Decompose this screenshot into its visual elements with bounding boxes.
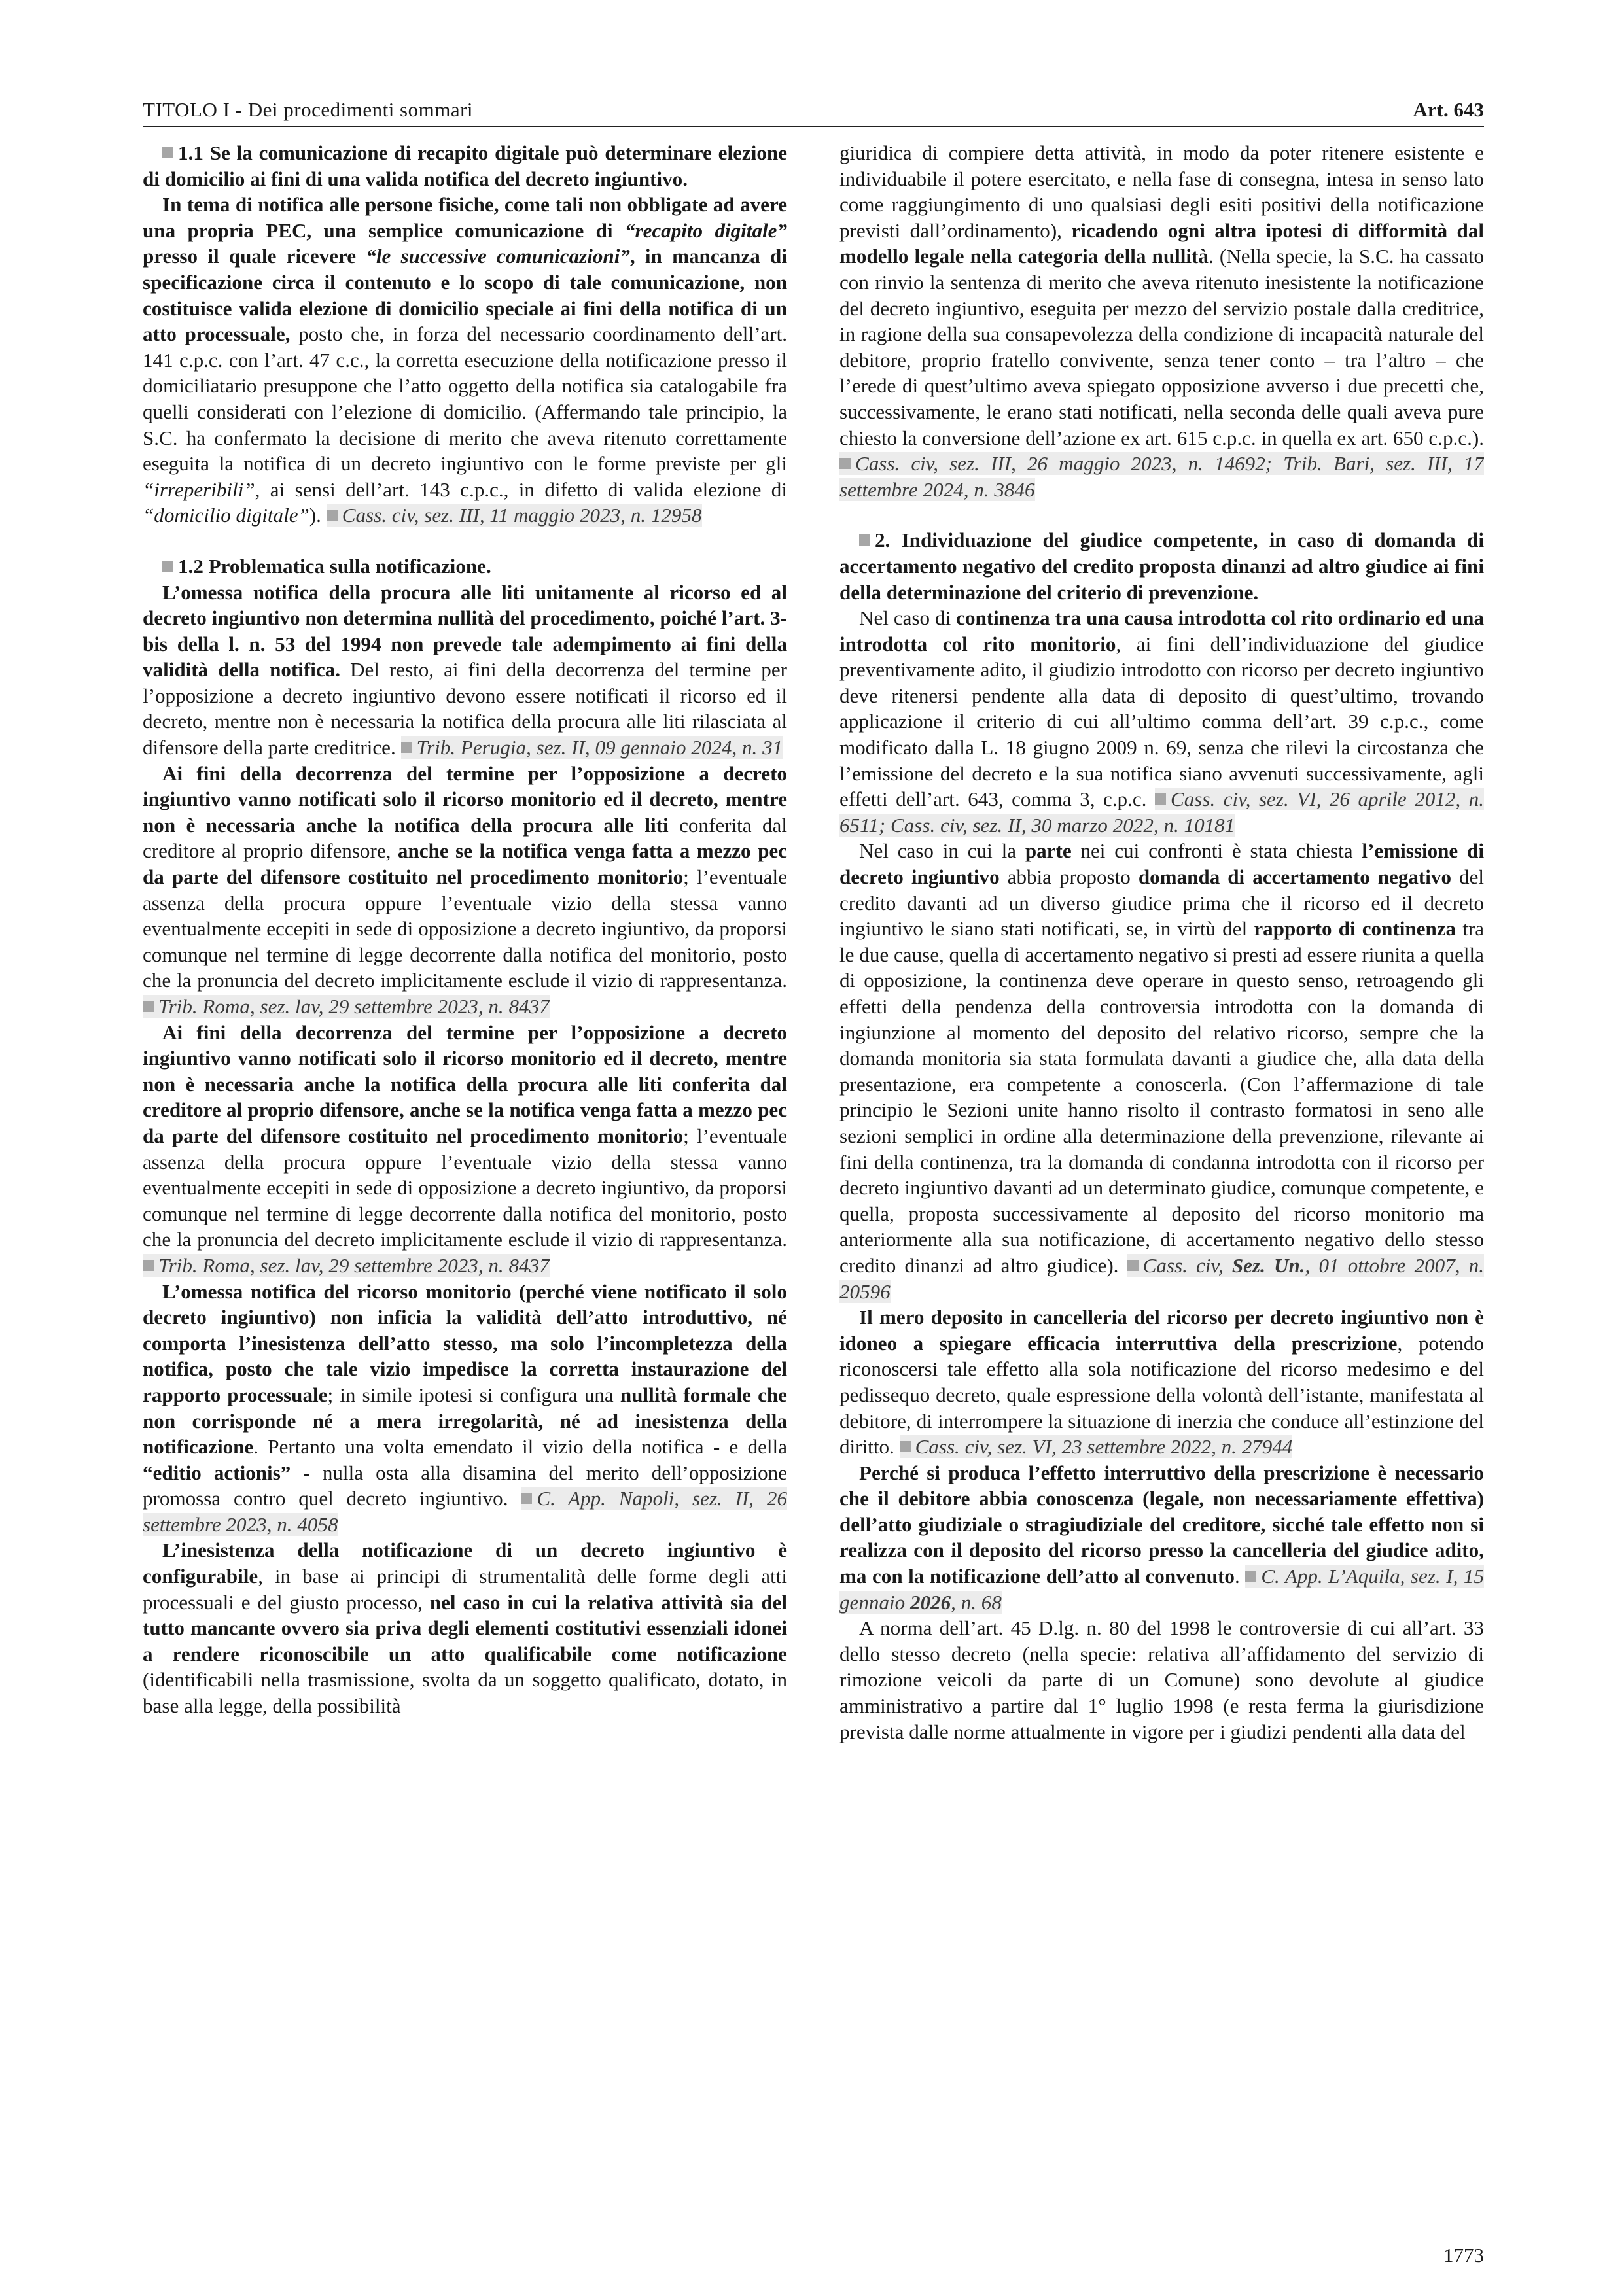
right-column bbox=[839, 140, 1484, 2184]
citation: Cass. civ, sez. VI, 26 aprile 2012, n. 6511; Cass. civ, sez. II, 30 marzo 2022, n. 10181 bbox=[839, 788, 1484, 837]
square-bullet-icon bbox=[401, 742, 412, 753]
square-bullet-icon bbox=[327, 510, 338, 521]
square-bullet-icon bbox=[900, 1441, 911, 1452]
header-title: TITOLO I - Dei procedimenti sommari bbox=[143, 98, 474, 121]
paragraph: Nel caso in cui la parte nei cui confronti è stata chiesta l’emissione di decreto ingiuntivo abbia proposto domanda di accertamento negativo del credito davanti ad un diverso giudice prima che il ricorso ed il decreto ingiuntivo le siano stati notificati, se, in virtù del rapporto di continenza tra le due cause, quella di accertamento negativo si presti ad essere riunita a quella di opposizione, la continenza deve operare in questo senso, retroagendo gli effetti della pendenza della controversia introdotta con la domanda di ingiunzione al momento del deposito del relativo ricorso, sempre che la domanda monitoria sia stata formulata davanti a giudice che, alla data della presentazione, era competente a conoscerla. (Con l’affermazione di tale principio le Sezioni unite hanno risolto il contrasto formatosi in seno alle sezioni semplici in ordine alla determinazione della prevenzione, rilevante ai fini della continenza, tra la domanda di condanna introdotta con il ricorso per decreto ingiuntivo davanti ad un determinato giudice, comunque competente, e quella, proposta successivamente al deposito del ricorso monitorio ma anteriormente alla sua notificazione, di accertamento negativo dello stesso credito dinanzi ad altro giudice). Cass. civ, Sez. Un., 01 ottobre 2007, n. 20596 bbox=[839, 839, 1484, 1303]
citation: Cass. civ, sez. III, 11 maggio 2023, n. 12958 bbox=[327, 504, 702, 527]
section-2-heading: 2. Individuazione del giudice competente, in caso di domanda di accertamento negativo del credito proposta dinanzi ad altro giudice ai fini della determinazione del criterio di prevenzione. bbox=[839, 529, 1484, 604]
paragraph: Ai fini della decorrenza del termine per l’opposizione a decreto ingiuntivo vanno notificati solo il ricorso monitorio ed il decreto, mentre non è necessaria anche la notifica della procura alle liti conferita dal creditore al proprio difensore, anche se la notifica venga fatta a mezzo pec da parte del difensore costituito nel procedimento monitorio; l’eventuale assenza della procura oppure l’eventuale vizio della stessa vanno eventualmente eccepiti in sede di opposizione a decreto ingiuntivo, da proporsi comunque nel termine di legge decorrente dalla notifica del monitorio, posto che la pronuncia del decreto implicitamente esclude il vizio di rappresentanza. Trib. Roma, sez. lav, 29 settembre 2023, n. 8437 bbox=[143, 761, 787, 1018]
citation: Trib. Roma, sez. lav, 29 settembre 2023, n. 8437 bbox=[143, 1254, 550, 1277]
square-bullet-icon bbox=[1245, 1571, 1256, 1582]
square-bullet-icon bbox=[1127, 1260, 1139, 1271]
square-bullet-icon bbox=[143, 1001, 154, 1012]
citation: C. App. L’Aquila, sez. I, 15 gennaio 2026, n. 68 bbox=[839, 1565, 1484, 1614]
square-bullet-icon bbox=[521, 1493, 532, 1504]
left-column bbox=[143, 140, 787, 2184]
header-rule bbox=[143, 126, 1484, 127]
paragraph: giuridica di compiere detta attività, in modo da poter ritenere esistente e individuabile il potere esercitato, e nella fase di consegna, intesa in senso lato come raggiungimento di uno qualsiasi degli esiti positivi della notificazione previsti dall’ordinamento), ricadendo ogni altra ipotesi di difformità dal modello legale nella categoria della nullità. (Nella specie, la S.C. ha cassato con rinvio la sentenza di merito che aveva ritenuto inesistente la notificazione del decreto ingiuntivo, eseguita per mezzo del servizio postale dalla creditrice, in ragione della sua consapevolezza della condizione di incapacità naturale del debitore, proprio fratello convivente, senza tener conto – tra l’altro – che l’erede di quest’ultimo aveva spiegato opposizione avverso i due precetti che, successivamente, le erano stati notificati, nella seconda delle quali aveva pure chiesto la conversione dell’azione ex art. 615 c.p.c. in quella ex art. 650 c.p.c.). Cass. civ, sez. III, 26 maggio 2023, n. 14692; Trib. Bari, sez. III, 17 settembre 2024, n. 3846 bbox=[839, 141, 1484, 501]
square-bullet-icon bbox=[1155, 793, 1166, 805]
section-1-1-heading: 1.1 Se la comunicazione di recapito digitale può determinare elezione di domicilio ai fini di una valida notifica del decreto ingiuntivo. bbox=[143, 141, 787, 190]
paragraph: A norma dell’art. 45 D.lg. n. 80 del 1998 le controversie di cui all’art. 33 dello stesso decreto (nella specie: relativa all’affidamento del servizio di rimozione veicoli da parte di un Comune) sono devolute al giudice amministrativo a partire dal 1° luglio 1998 (e resta ferma la giurisdizione prevista dalle norme attualmente in vigore per i giudizi pendenti alla data del bbox=[839, 1616, 1484, 1743]
square-bullet-icon bbox=[839, 458, 851, 469]
square-bullet-icon bbox=[162, 561, 173, 572]
header-article: Art. 643 bbox=[1413, 98, 1484, 121]
citation: Cass. civ, sez. VI, 23 settembre 2022, n. 27944 bbox=[900, 1435, 1293, 1458]
citation: C. App. Napoli, sez. II, 26 settembre 2023, n. 4058 bbox=[143, 1487, 787, 1536]
square-bullet-icon bbox=[162, 147, 173, 158]
citation: Cass. civ, sez. III, 26 maggio 2023, n. 14692; Trib. Bari, sez. III, 17 settembre 2024, n. 3846 bbox=[839, 452, 1484, 501]
paragraph: Perché si produca l’effetto interruttivo della prescrizione è necessario che il debitore abbia conoscenza (legale, non necessariamente effettiva) dell’atto giudiziale o stragiudiziale del creditore, sicché tale effetto non si realizza con il deposito del ricorso presso la cancelleria del giudice adito, ma con la notificazione dell’atto al convenuto. C. App. L’Aquila, sez. I, 15 gennaio 2026, n. 68 bbox=[839, 1461, 1484, 1614]
paragraph: Nel caso di continenza tra una causa introdotta col rito ordinario ed una introdotta col rito monitorio, ai fini dell’individuazione del giudice preventivamente adito, il giudizio introdotto con ricorso per decreto ingiuntivo deve ritenersi pendente alla data di deposito di quest’ultimo, trovando applicazione il criterio di cui all’ultimo comma dell’art. 39 c.p.c., come modificato dalla L. 18 giugno 2009 n. 69, senza che rilevi la circostanza che l’emissione del decreto e la sua notifica siano avvenuti successivamente, agli effetti dell’art. 643, comma 3, c.p.c. Cass. civ, sez. VI, 26 aprile 2012, n. 6511; Cass. civ, sez. II, 30 marzo 2022, n. 10181 bbox=[839, 606, 1484, 837]
page bbox=[143, 92, 1484, 2267]
paragraph: In tema di notifica alle persone fisiche, come tali non obbligate ad avere una propria PEC, una semplice comunicazione di “recapito digitale” presso il quale ricevere “le successive comunicazioni”, in mancanza di specificazione circa il contenuto e lo scopo di tale comunicazione, non costituisce valida elezione di domicilio speciale ai fini della notifica di un atto processuale, posto che, in forza del necessario coordinamento dell’art. 141 c.p.c. con l’art. 47 c.c., la corretta esecuzione della notificazione presso il domiciliatario presuppone che l’atto oggetto della notifica sia catalogabile fra quelli considerati con l’elezione di domicilio. (Affermando tale principio, la S.C. ha confermato la decisione di merito che aveva ritenuto correttamente eseguita la notifica di un decreto ingiuntivo con le forme previste per gli “irreperibili”, ai sensi dell’art. 143 c.p.c., in difetto di valida elezione di “domicilio digitale”). Cass. civ, sez. III, 11 maggio 2023, n. 12958 bbox=[143, 193, 787, 527]
paragraph: L’inesistenza della notificazione di un decreto ingiuntivo è configurabile, in base ai principi di strumentalità delle forme degli atti processuali e del giusto processo, nel caso in cui la relativa attività sia del tutto mancante ovvero sia priva degli elementi costitutivi essenziali idonei a rendere riconoscibile un atto qualificabile come notificazione (identificabili nella trasmissione, svolta da un soggetto qualificato, dotato, in base alla legge, della possibilità bbox=[143, 1539, 787, 1718]
section-1-2-heading: 1.2 Problematica sulla notificazione. bbox=[143, 553, 787, 580]
page-number: 1773 bbox=[1443, 2244, 1484, 2267]
paragraph: L’omessa notifica del ricorso monitorio (perché viene notificato il solo decreto ingiuntivo) non inficia la validità dell’atto introduttivo, né comporta l’inesistenza dell’atto stesso, ma solo l’incompletezza della notifica, posto che tale vizio impedisce la corretta instaurazione del rapporto processuale; in simile ipotesi si configura una nullità formale che non corrisponde né a mera irregolarità, né ad inesistenza della notificazione. Pertanto una volta emendato il vizio della notifica - e della “editio actionis” - nulla osta alla disamina del merito dell’opposizione promossa contro quel decreto ingiuntivo. C. App. Napoli, sez. II, 26 settembre 2023, n. 4058 bbox=[143, 1279, 787, 1536]
square-bullet-icon bbox=[859, 534, 870, 546]
citation: Cass. civ, Sez. Un., 01 ottobre 2007, n. 20596 bbox=[839, 1253, 1484, 1303]
paragraph: Ai fini della decorrenza del termine per l’opposizione a decreto ingiuntivo vanno notificati solo il ricorso monitorio ed il decreto, mentre non è necessaria anche la notifica della procura alle liti conferita dal creditore al proprio difensore, anche se la notifica venga fatta a mezzo pec da parte del difensore costituito nel procedimento monitorio; l’eventuale assenza della procura oppure l’eventuale vizio della stessa vanno eventualmente eccepiti in sede di opposizione a decreto ingiuntivo, da proporsi comunque nel termine di legge decorrente dalla notifica del monitorio, posto che la pronuncia del decreto implicitamente esclude il vizio di rappresentanza. Trib. Roma, sez. lav, 29 settembre 2023, n. 8437 bbox=[143, 1020, 787, 1277]
citation: Trib. Roma, sez. lav, 29 settembre 2023, n. 8437 bbox=[143, 995, 550, 1018]
square-bullet-icon bbox=[143, 1260, 154, 1271]
paragraph: L’omessa notifica della procura alle liti unitamente al ricorso ed al decreto ingiuntivo non determina nullità del procedimento, poiché l’art. 3-bis della l. n. 53 del 1994 non prevede tale adempimento ai fini della validità della notifica. Del resto, ai fini della decorrenza del termine per l’opposizione a decreto ingiuntivo devono essere notificati il ricorso ed il decreto, mentre non è necessaria la notifica della procura alle liti rilasciata al difensore della parte creditrice. Trib. Perugia, sez. II, 09 gennaio 2024, n. 31 bbox=[143, 580, 787, 759]
citation: Trib. Perugia, sez. II, 09 gennaio 2024, n. 31 bbox=[401, 736, 783, 759]
paragraph: Il mero deposito in cancelleria del ricorso per decreto ingiuntivo non è idoneo a spiegare efficacia interruttiva della prescrizione, potendo riconoscersi tale effetto alla sola notificazione del ricorso medesimo e del pedissequo decreto, quale espressione della volontà dell’istante, manifestata al debitore, di interrompere la situazione di inerzia che conduce all’estinzione del diritto. Cass. civ, sez. VI, 23 settembre 2022, n. 27944 bbox=[839, 1306, 1484, 1459]
